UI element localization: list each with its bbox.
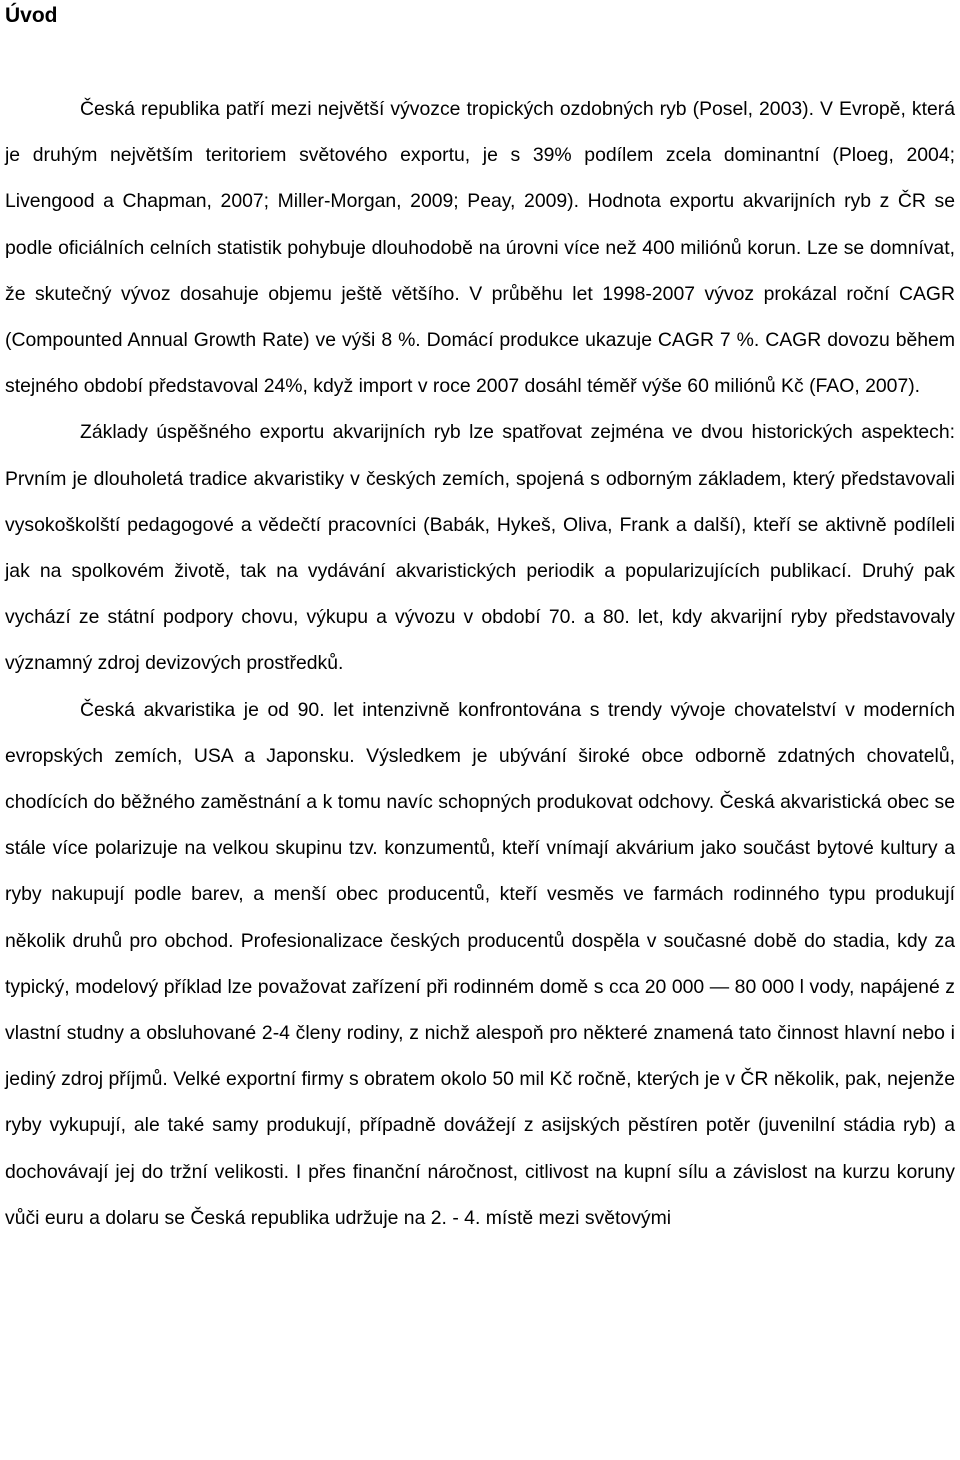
body-text (5, 86, 955, 1241)
paragraph-2: Základy úspěšného exportu akvarijních ryb lze spatřovat zejména ve dvou historických aspektech: Prvním je dlouholetá tradice akvaristiky v českých zemích, spojená s odborným základem, který představovali vysokoškolští pedagogové a vědečtí pracovníci (Babák, Hykeš, Oliva, Frank a další), kteří se aktivně podíleli jak na spolkovém životě, tak na vydávání akvaristických periodik a popularizujících publikací. Druhý pak vychází ze státní podpory chovu, výkupu a vývozu v období 70. a 80. let, kdy akvarijní ryby představovaly významný zdroj devizových prostředků. (5, 421, 955, 675)
paragraph-1: Česká republika patří mezi největší vývozce tropických ozdobných ryb (Posel, 2003). V Evropě, která je druhým největším teritoriem světového exportu, je s 39% podílem zcela dominantní (Ploeg, 2004; Livengood a Chapman, 2007; Miller-Morgan, 2009; Peay, 2009). Hodnota exportu akvarijních ryb z ČR se podle oficiálních celních statistik pohybuje dlouhodobě na úrovni více než 400 miliónů korun. Lze se domnívat, že skutečný vývoz dosahuje objemu ještě většího. V průběhu let 1998-2007 vývoz prokázal roční CAGR (Compounted Annual Growth Rate) ve výši 8 %. Domácí produkce ukazuje CAGR 7 %. CAGR dovozu během stejného období představoval 24%, když import v roce 2007 dosáhl téměř výše 60 miliónů Kč (FAO, 2007). (5, 98, 955, 398)
section-heading: Úvod (5, 4, 58, 27)
paragraph-3: Česká akvaristika je od 90. let intenzivně konfrontována s trendy vývoje chovatelství v moderních evropských zemích, USA a Japonsku. Výsledkem je ubývání široké obce odborně zdatných chovatelů, chodících do běžného zaměstnání a k tomu navíc schopných produkovat odchovy. Česká akvaristická obec se stále více polarizuje na velkou skupinu tzv. konzumentů, kteří vnímají akvárium jako součást bytové kultury a ryby nakupují podle barev, a menší obec producentů, kteří vesměs ve farmách rodinného typu produkují několik druhů pro obchod. Profesionalizace českých producentů dospěla v současné době do stadia, kdy za typický, modelový příklad lze považovat zařízení při rodinném domě s cca 20 000 — 80 000 l vody, napájené z vlastní studny a obsluhované 2-4 členy rodiny, z nichž alespoň pro některé znamená tato činnost hlavní nebo i jediný zdroj příjmů. Velké exportní firmy s obratem okolo 50 mil Kč ročně, kterých je v ČR několik, pak, nejenže ryby vykupují, ale také samy produkují, případně dovážejí z asijských pěstíren potěr (juvenilní stádia ryb) a dochovávají jej do tržní velikosti. I přes finanční náročnost, citlivost na kupní sílu a závislost na kurzu koruny vůči euru a dolaru se Česká republika udržuje na 2. - 4. místě mezi světovými (5, 698, 955, 1229)
